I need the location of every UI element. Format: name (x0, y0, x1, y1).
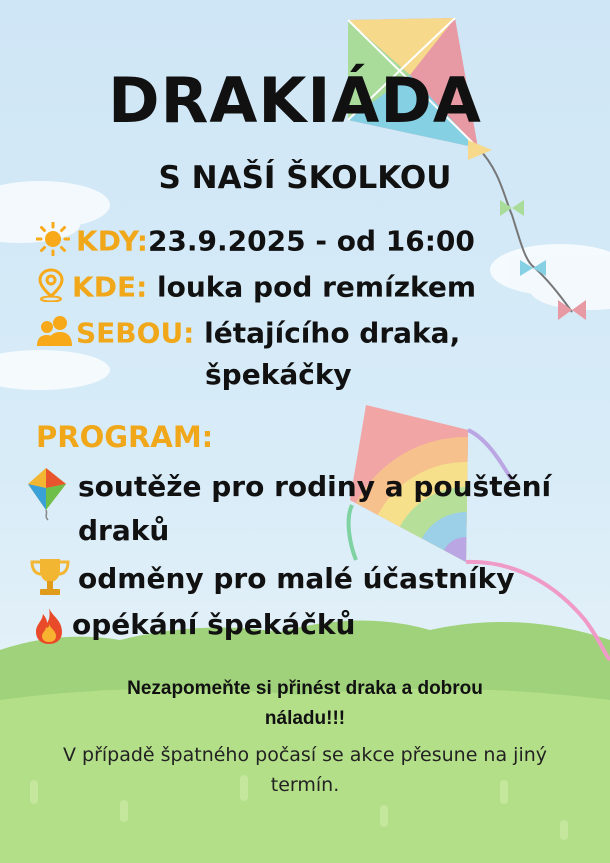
bring-row (36, 314, 460, 355)
bring-value-line1: létajícího draka, (204, 316, 461, 350)
program-item-1-line2: draků (78, 514, 170, 547)
people-icon (36, 314, 74, 355)
location-pin-icon (36, 268, 66, 309)
program-item-1-line1: soutěže pro rodiny a pouštění (78, 470, 552, 503)
sun-icon (36, 222, 70, 263)
fire-icon (32, 606, 66, 651)
bring-label: SEBOU: (76, 316, 195, 350)
when-row (36, 222, 475, 263)
kite-icon (24, 466, 70, 527)
where-label: KDE: (72, 270, 148, 304)
when-label: KDY: (76, 224, 148, 258)
where-value: louka pod remízkem (157, 270, 477, 304)
weather-line2: termín. (270, 774, 340, 796)
when-value: 23.9.2025 - od 16:00 (147, 224, 475, 258)
reminder-line1: Nezapomeňte si přinést draka a dobrou (127, 678, 483, 699)
weather-line1: V případě špatného počasí se akce přesune na jiný (62, 744, 548, 766)
reminder-note (40, 674, 570, 734)
poster-title: DRAKIÁDA (108, 64, 482, 137)
poster-subtitle: S NAŠÍ ŠKOLKOU (158, 160, 452, 196)
program-item-3: opékání špekáčků (72, 608, 356, 641)
trophy-icon (28, 556, 72, 603)
reminder-line2: náladu!!! (264, 708, 346, 729)
cloud-right (490, 244, 610, 310)
program-item-2: odměny pro malé účastníky (78, 562, 515, 595)
bring-value-line2: špekáčky (205, 358, 352, 391)
program-heading: PROGRAM: (36, 420, 214, 454)
weather-note (20, 740, 590, 800)
where-row (36, 268, 476, 309)
